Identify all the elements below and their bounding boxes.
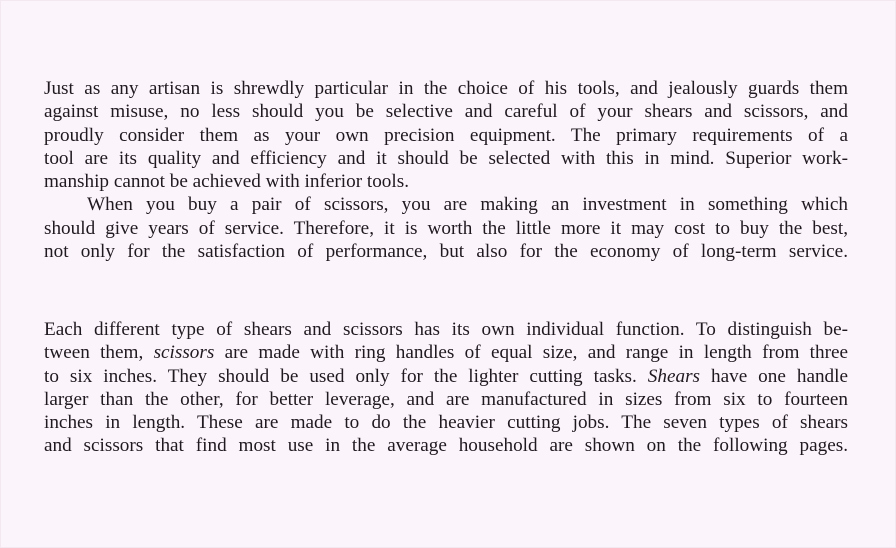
text-line: and scissors that find most use in the average household are shown on the following pages.	[44, 435, 848, 457]
types-section	[44, 318, 848, 458]
text-line: should give years of service. Therefore, it is worth the little more it may cost to buy the best,	[44, 217, 848, 239]
text-fragment: to six inches. They should be used only for the lighter cutting tasks.	[44, 365, 648, 387]
types-paragraph	[44, 318, 848, 458]
intro-paragraph	[44, 77, 848, 193]
text-line: Each different type of shears and scissors has its own individual function. To distinguish be-	[44, 319, 848, 340]
scissors-emphasis: scissors	[153, 342, 215, 364]
intro-section	[44, 77, 848, 263]
text-line: manship cannot be achieved with inferior tools.	[44, 171, 409, 193]
investment-paragraph	[44, 193, 848, 263]
text-fragment: have one handle	[700, 365, 848, 387]
text-line	[44, 365, 848, 388]
text-line: proudly consider them as your own precision equipment. The primary requirements of a	[44, 124, 848, 146]
shears-emphasis: Shears	[647, 365, 701, 387]
text-line: larger than the other, for better leverage, and are manufactured in sizes from six to fourteen	[44, 388, 848, 410]
text-fragment: are made with ring handles of equal size, and range in length from three	[214, 342, 848, 364]
text-fragment: tween them,	[44, 342, 154, 364]
text-line: tool are its quality and efficiency and it should be selected with this in mind. Superior work-	[44, 147, 848, 169]
text-line: When you buy a pair of scissors, you are making an investment in something which	[87, 194, 848, 216]
text-line: not only for the satisfaction of performance, but also for the economy of long-term service.	[44, 241, 848, 263]
text-line: inches in length. These are made to do the heavier cutting jobs. The seven types of shears	[44, 412, 848, 434]
text-line	[44, 341, 848, 364]
text-line: Just as any artisan is shrewdly particular in the choice of his tools, and jealously guards them	[44, 78, 848, 99]
text-line: against misuse, no less should you be selective and careful of your shears and scissors, and	[44, 101, 848, 123]
